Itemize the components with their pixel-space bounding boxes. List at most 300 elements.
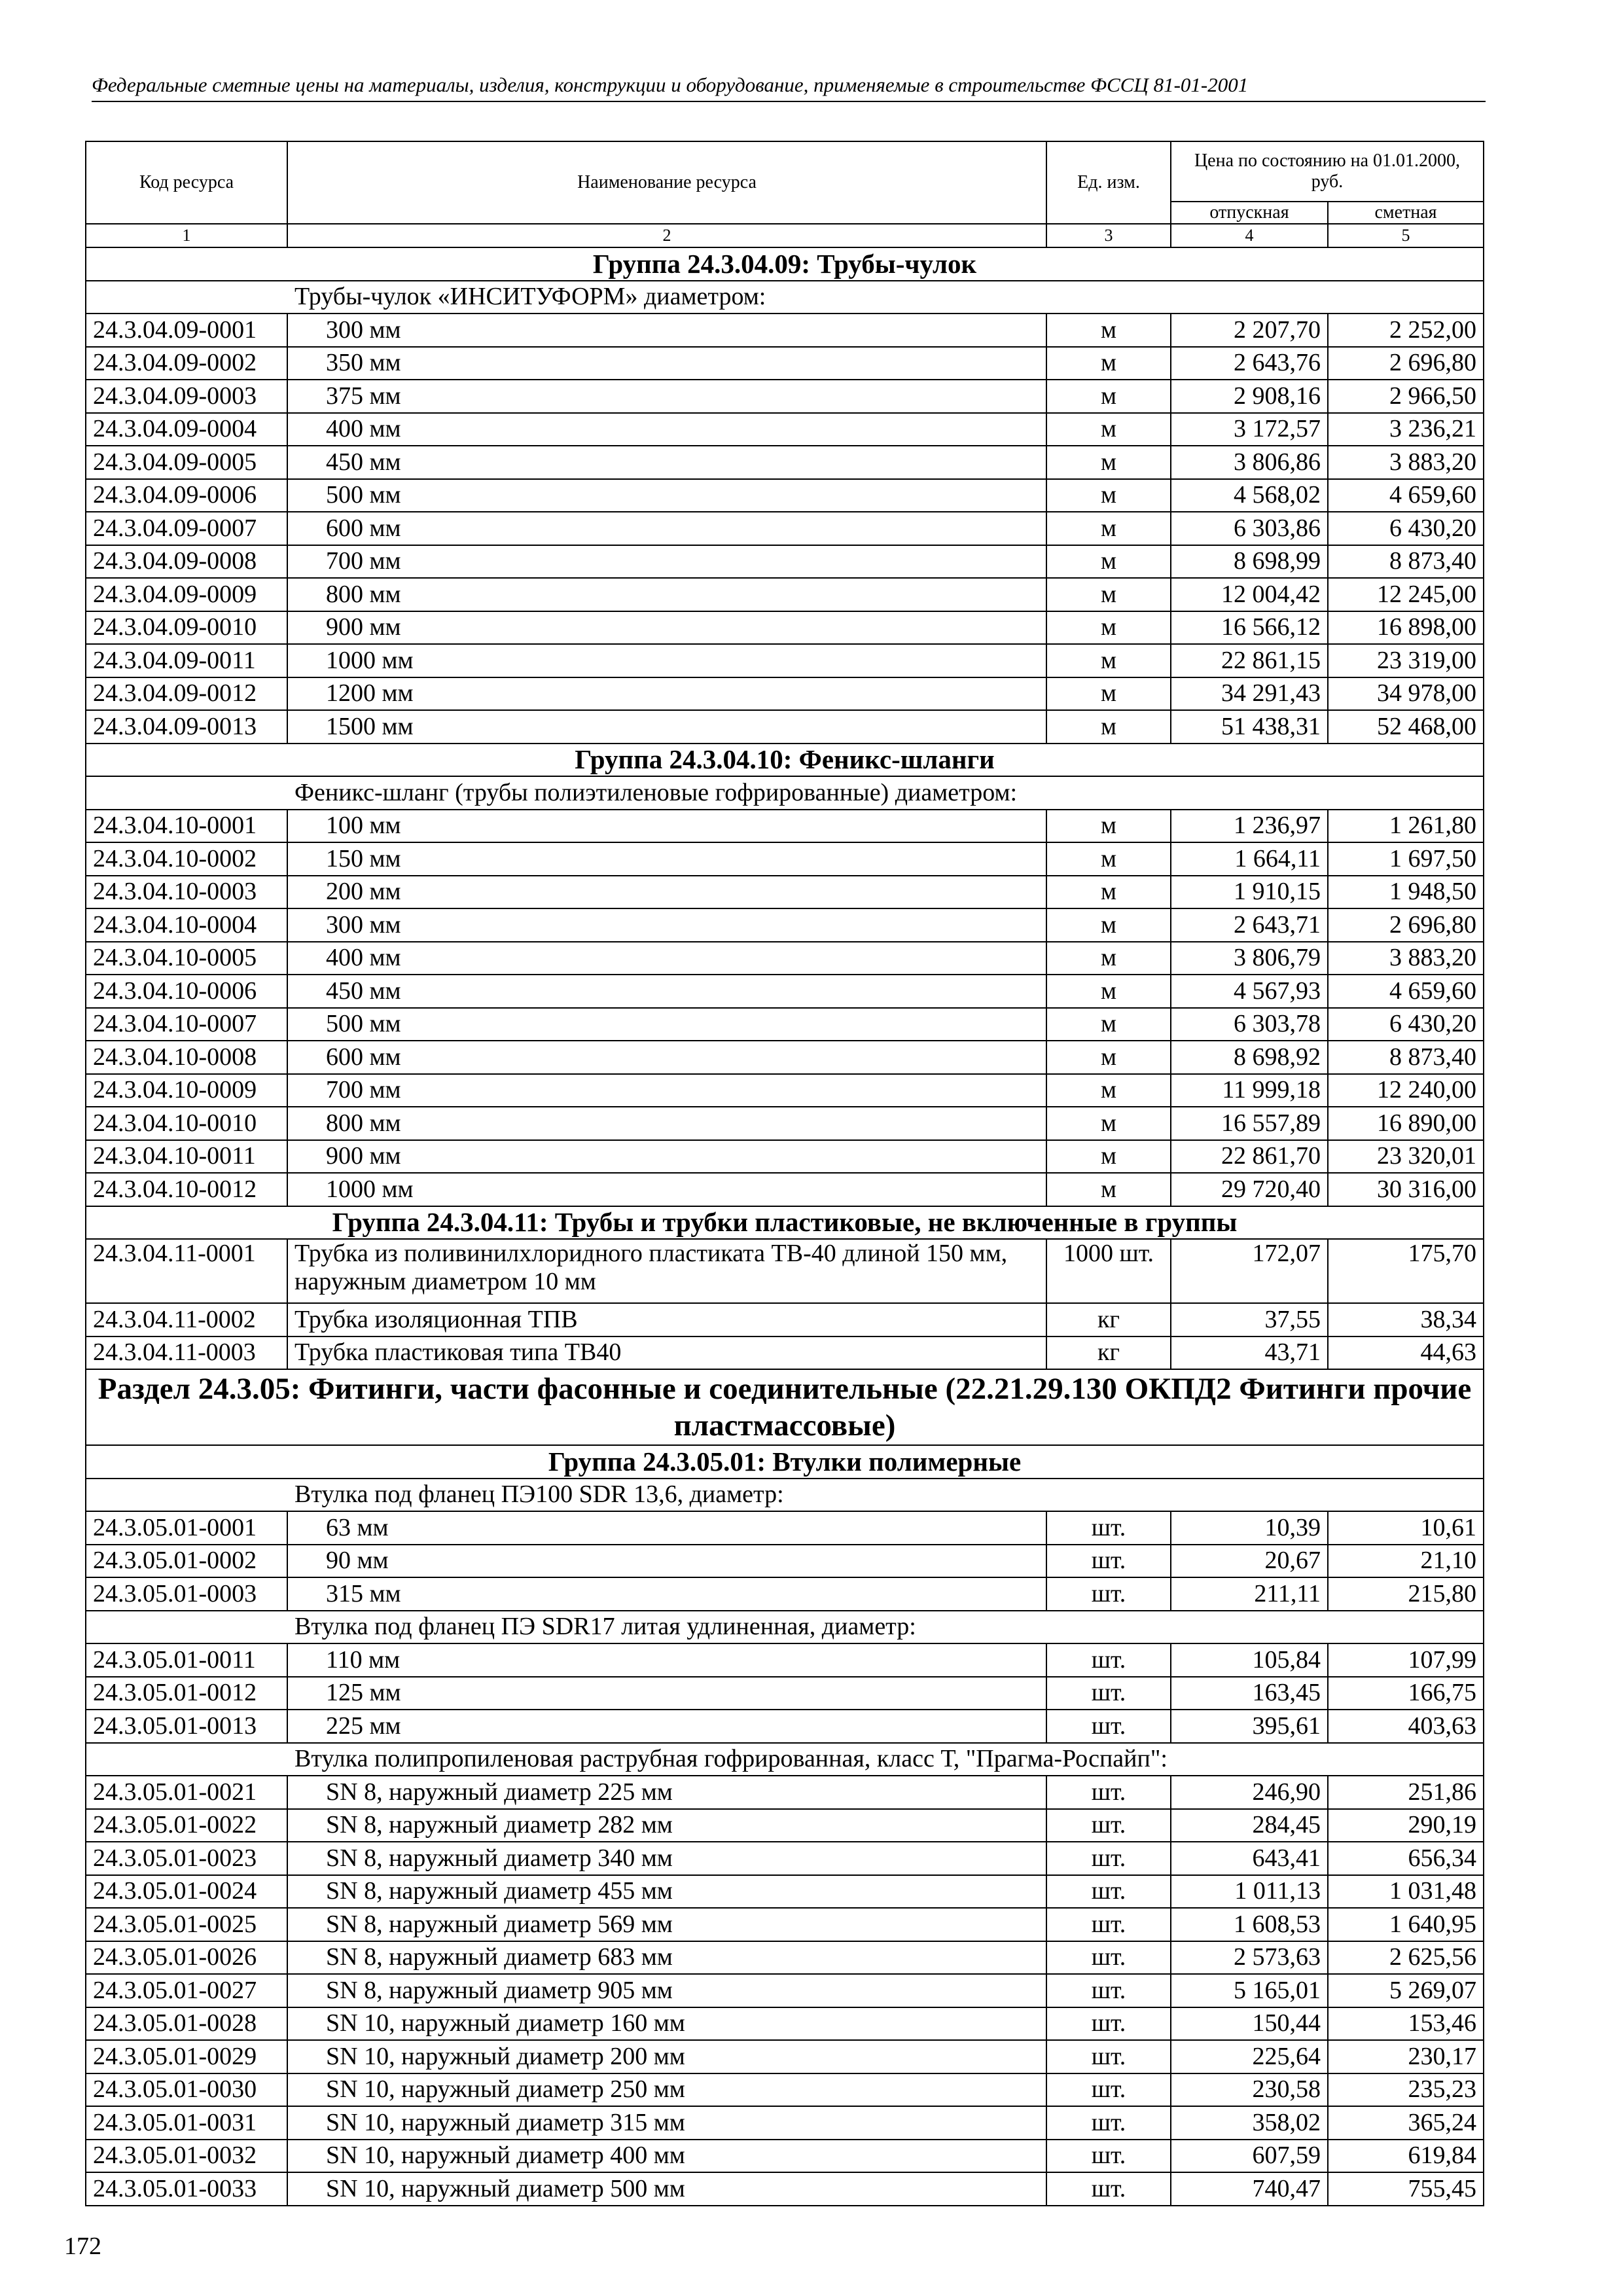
resource-name: 1200 мм	[287, 677, 1046, 711]
estimate-price: 403,63	[1328, 1710, 1484, 1743]
resource-code: 24.3.04.09-0007	[86, 512, 287, 545]
resource-name: 600 мм	[287, 1041, 1046, 1074]
estimate-price: 2 696,80	[1328, 347, 1484, 380]
estimate-price: 16 890,00	[1328, 1107, 1484, 1140]
resource-code: 24.3.04.10-0009	[86, 1074, 287, 1107]
unit-of-measure: шт.	[1046, 2073, 1171, 2107]
table-row	[86, 1511, 1484, 1545]
estimate-price: 8 873,40	[1328, 1041, 1484, 1074]
resource-name: 900 мм	[287, 1140, 1046, 1174]
table-row	[86, 810, 1484, 843]
unit-of-measure: шт.	[1046, 1908, 1171, 1941]
page-number: 172	[64, 2233, 101, 2260]
table-row	[86, 2073, 1484, 2107]
unit-of-measure: м	[1046, 347, 1171, 380]
release-price: 3 172,57	[1171, 413, 1328, 446]
unit-of-measure: м	[1046, 710, 1171, 744]
unit-of-measure: кг	[1046, 1303, 1171, 1336]
release-price: 22 861,70	[1171, 1140, 1328, 1174]
unit-of-measure: м	[1046, 1140, 1171, 1174]
resource-name: Трубка изоляционная ТПВ	[287, 1303, 1046, 1336]
price-table	[85, 141, 1484, 2206]
estimate-price: 1 948,50	[1328, 876, 1484, 909]
release-price: 8 698,99	[1171, 545, 1328, 579]
unit-of-measure: шт.	[1046, 1545, 1171, 1578]
resource-code: 24.3.05.01-0021	[86, 1776, 287, 1809]
release-price: 37,55	[1171, 1303, 1328, 1336]
table-row	[86, 1577, 1484, 1611]
resource-code: 24.3.04.10-0002	[86, 842, 287, 876]
estimate-price: 290,19	[1328, 1809, 1484, 1842]
table-row	[86, 2172, 1484, 2206]
estimate-price: 251,86	[1328, 1776, 1484, 1809]
subheader-text: Втулка под фланец ПЭ100 SDR 13,6, диаметр:	[86, 1479, 1484, 1512]
unit-of-measure: шт.	[1046, 2040, 1171, 2073]
resource-name: SN 10, наружный диаметр 315 мм	[287, 2106, 1046, 2140]
col-code-header: Код ресурса	[86, 141, 287, 224]
table-row	[86, 347, 1484, 380]
table-row	[86, 842, 1484, 876]
unit-of-measure: м	[1046, 908, 1171, 942]
table-row	[86, 1336, 1484, 1370]
unit-of-measure: м	[1046, 314, 1171, 347]
table-row	[86, 380, 1484, 413]
running-header: Федеральные сметные цены на материалы, изделия, конструкции и оборудование, применяемые в строительстве ФССЦ 81-01-2001	[92, 73, 1486, 102]
release-price: 20,67	[1171, 1545, 1328, 1578]
table-row	[86, 413, 1484, 446]
unit-of-measure: м	[1046, 876, 1171, 909]
resource-name: 1500 мм	[287, 710, 1046, 744]
resource-code: 24.3.05.01-0027	[86, 1974, 287, 2007]
table-row	[86, 1908, 1484, 1941]
group-heading: Группа 24.3.04.09: Трубы-чулок	[86, 247, 1484, 281]
unit-of-measure: м	[1046, 810, 1171, 843]
table-row	[86, 1303, 1484, 1336]
release-price: 358,02	[1171, 2106, 1328, 2140]
resource-name: 300 мм	[287, 314, 1046, 347]
table-row	[86, 1643, 1484, 1677]
resource-name: SN 10, наружный диаметр 250 мм	[287, 2073, 1046, 2107]
estimate-price: 215,80	[1328, 1577, 1484, 1611]
resource-code: 24.3.05.01-0030	[86, 2073, 287, 2107]
resource-code: 24.3.04.11-0003	[86, 1336, 287, 1370]
unit-of-measure: шт.	[1046, 1974, 1171, 2007]
estimate-price: 2 966,50	[1328, 380, 1484, 413]
release-price: 740,47	[1171, 2172, 1328, 2206]
unit-of-measure: м	[1046, 1008, 1171, 1041]
unit-of-measure: шт.	[1046, 1809, 1171, 1842]
unit-of-measure: м	[1046, 578, 1171, 611]
resource-code: 24.3.04.10-0011	[86, 1140, 287, 1174]
resource-name: 110 мм	[287, 1643, 1046, 1677]
unit-of-measure: м	[1046, 677, 1171, 711]
unit-of-measure: м	[1046, 545, 1171, 579]
unit-of-measure: кг	[1046, 1336, 1171, 1370]
resource-name: Трубка из поливинилхлоридного пластиката ТВ-40 длиной 150 мм, наружным диаметром 10 мм	[287, 1239, 1046, 1303]
table-row	[86, 2140, 1484, 2173]
release-price: 6 303,86	[1171, 512, 1328, 545]
resource-code: 24.3.04.09-0010	[86, 611, 287, 645]
unit-of-measure: м	[1046, 1107, 1171, 1140]
resource-code: 24.3.05.01-0003	[86, 1577, 287, 1611]
table-row	[86, 1842, 1484, 1875]
resource-code: 24.3.05.01-0031	[86, 2106, 287, 2140]
release-price: 2 643,71	[1171, 908, 1328, 942]
resource-name: 700 мм	[287, 1074, 1046, 1107]
table-row	[86, 446, 1484, 479]
release-price: 4 567,93	[1171, 975, 1328, 1008]
resource-name: SN 10, наружный диаметр 200 мм	[287, 2040, 1046, 2073]
release-price: 1 910,15	[1171, 876, 1328, 909]
release-price: 12 004,42	[1171, 578, 1328, 611]
resource-code: 24.3.04.10-0001	[86, 810, 287, 843]
col-number: 3	[1046, 224, 1171, 247]
resource-code: 24.3.05.01-0025	[86, 1908, 287, 1941]
estimate-price: 153,46	[1328, 2007, 1484, 2041]
estimate-price: 619,84	[1328, 2140, 1484, 2173]
resource-name: 100 мм	[287, 810, 1046, 843]
resource-name: 375 мм	[287, 380, 1046, 413]
col-number: 4	[1171, 224, 1328, 247]
estimate-price: 1 640,95	[1328, 1908, 1484, 1941]
unit-of-measure: м	[1046, 413, 1171, 446]
release-price: 6 303,78	[1171, 1008, 1328, 1041]
subheader-text: Втулка под фланец ПЭ SDR17 литая удлиненная, диаметр:	[86, 1611, 1484, 1644]
unit-of-measure: шт.	[1046, 2007, 1171, 2041]
resource-code: 24.3.05.01-0026	[86, 1941, 287, 1975]
estimate-price: 166,75	[1328, 1677, 1484, 1710]
table-row	[86, 1974, 1484, 2007]
table-row	[86, 1710, 1484, 1743]
table-row	[86, 2040, 1484, 2073]
estimate-price: 2 696,80	[1328, 908, 1484, 942]
table-row	[86, 611, 1484, 645]
resource-code: 24.3.04.09-0003	[86, 380, 287, 413]
release-price: 51 438,31	[1171, 710, 1328, 744]
resource-name: SN 8, наружный диаметр 225 мм	[287, 1776, 1046, 1809]
estimate-price: 44,63	[1328, 1336, 1484, 1370]
resource-name: 500 мм	[287, 1008, 1046, 1041]
resource-name: 225 мм	[287, 1710, 1046, 1743]
table-row	[86, 1776, 1484, 1809]
unit-of-measure: шт.	[1046, 1776, 1171, 1809]
resource-name: SN 8, наружный диаметр 455 мм	[287, 1875, 1046, 1909]
subheader-row	[86, 776, 1484, 810]
resource-code: 24.3.04.11-0001	[86, 1239, 287, 1303]
resource-name: 400 мм	[287, 942, 1046, 975]
release-price: 1 011,13	[1171, 1875, 1328, 1909]
release-price: 1 236,97	[1171, 810, 1328, 843]
resource-name: 63 мм	[287, 1511, 1046, 1545]
subheader-row	[86, 281, 1484, 314]
resource-code: 24.3.05.01-0011	[86, 1643, 287, 1677]
group-heading-row	[86, 1445, 1484, 1479]
estimate-price: 2 625,56	[1328, 1941, 1484, 1975]
unit-of-measure: шт.	[1046, 1842, 1171, 1875]
table-row	[86, 710, 1484, 744]
resource-code: 24.3.05.01-0013	[86, 1710, 287, 1743]
resource-name: 800 мм	[287, 1107, 1046, 1140]
group-heading-row	[86, 1206, 1484, 1240]
resource-name: 350 мм	[287, 347, 1046, 380]
resource-name: 700 мм	[287, 545, 1046, 579]
resource-name: 125 мм	[287, 1677, 1046, 1710]
resource-code: 24.3.04.10-0003	[86, 876, 287, 909]
table-row	[86, 578, 1484, 611]
estimate-price: 6 430,20	[1328, 1008, 1484, 1041]
resource-code: 24.3.04.09-0006	[86, 479, 287, 512]
resource-name: 900 мм	[287, 611, 1046, 645]
table-row	[86, 545, 1484, 579]
estimate-price: 5 269,07	[1328, 1974, 1484, 2007]
group-heading-row	[86, 247, 1484, 281]
release-price: 246,90	[1171, 1776, 1328, 1809]
resource-code: 24.3.05.01-0002	[86, 1545, 287, 1578]
unit-of-measure: шт.	[1046, 1677, 1171, 1710]
resource-code: 24.3.04.09-0001	[86, 314, 287, 347]
release-price: 395,61	[1171, 1710, 1328, 1743]
resource-name: 800 мм	[287, 578, 1046, 611]
table-row	[86, 908, 1484, 942]
release-price: 105,84	[1171, 1643, 1328, 1677]
estimate-price: 3 236,21	[1328, 413, 1484, 446]
resource-name: SN 10, наружный диаметр 500 мм	[287, 2172, 1046, 2206]
resource-code: 24.3.04.09-0005	[86, 446, 287, 479]
estimate-price: 34 978,00	[1328, 677, 1484, 711]
unit-of-measure: м	[1046, 644, 1171, 677]
table-row	[86, 1107, 1484, 1140]
estimate-price: 38,34	[1328, 1303, 1484, 1336]
table-row	[86, 677, 1484, 711]
unit-of-measure: шт.	[1046, 1875, 1171, 1909]
resource-code: 24.3.04.09-0012	[86, 677, 287, 711]
subheader-row	[86, 1743, 1484, 1776]
resource-code: 24.3.04.10-0007	[86, 1008, 287, 1041]
resource-code: 24.3.05.01-0033	[86, 2172, 287, 2206]
release-price: 10,39	[1171, 1511, 1328, 1545]
release-price: 43,71	[1171, 1336, 1328, 1370]
resource-name: 90 мм	[287, 1545, 1046, 1578]
col-number: 2	[287, 224, 1046, 247]
unit-of-measure: шт.	[1046, 2140, 1171, 2173]
resource-code: 24.3.04.10-0010	[86, 1107, 287, 1140]
table-row	[86, 1140, 1484, 1174]
resource-code: 24.3.04.09-0009	[86, 578, 287, 611]
unit-of-measure: м	[1046, 380, 1171, 413]
table-row	[86, 512, 1484, 545]
col-number: 1	[86, 224, 287, 247]
estimate-price: 3 883,20	[1328, 446, 1484, 479]
resource-name: 200 мм	[287, 876, 1046, 909]
table-row	[86, 2106, 1484, 2140]
estimate-price: 3 883,20	[1328, 942, 1484, 975]
resource-code: 24.3.05.01-0028	[86, 2007, 287, 2041]
resource-name: 500 мм	[287, 479, 1046, 512]
release-price: 16 557,89	[1171, 1107, 1328, 1140]
estimate-price: 656,34	[1328, 1842, 1484, 1875]
table-header	[86, 141, 1484, 247]
estimate-price: 21,10	[1328, 1545, 1484, 1578]
col-name-header: Наименование ресурса	[287, 141, 1046, 224]
resource-code: 24.3.04.09-0008	[86, 545, 287, 579]
table-row	[86, 1545, 1484, 1578]
unit-of-measure: м	[1046, 1074, 1171, 1107]
col-number: 5	[1328, 224, 1484, 247]
group-heading: Группа 24.3.04.11: Трубы и трубки пластиковые, не включенные в группы	[86, 1206, 1484, 1240]
table-row	[86, 1074, 1484, 1107]
release-price: 163,45	[1171, 1677, 1328, 1710]
unit-of-measure: шт.	[1046, 1511, 1171, 1545]
table-row	[86, 1008, 1484, 1041]
estimate-price: 175,70	[1328, 1239, 1484, 1303]
release-price: 225,64	[1171, 2040, 1328, 2073]
table-row	[86, 1875, 1484, 1909]
group-heading: Группа 24.3.05.01: Втулки полимерные	[86, 1445, 1484, 1479]
table-body	[86, 247, 1484, 2206]
resource-name: 300 мм	[287, 908, 1046, 942]
resource-name: 450 мм	[287, 975, 1046, 1008]
estimate-price: 1 031,48	[1328, 1875, 1484, 1909]
release-price: 3 806,86	[1171, 446, 1328, 479]
section-heading-row	[86, 1369, 1484, 1445]
unit-of-measure: 1000 шт.	[1046, 1239, 1171, 1303]
resource-code: 24.3.05.01-0029	[86, 2040, 287, 2073]
release-price: 1 608,53	[1171, 1908, 1328, 1941]
resource-name: SN 8, наружный диаметр 683 мм	[287, 1941, 1046, 1975]
estimate-price: 12 240,00	[1328, 1074, 1484, 1107]
release-price: 643,41	[1171, 1842, 1328, 1875]
estimate-price: 16 898,00	[1328, 611, 1484, 645]
unit-of-measure: м	[1046, 611, 1171, 645]
estimate-price: 12 245,00	[1328, 578, 1484, 611]
resource-name: 400 мм	[287, 413, 1046, 446]
release-price: 150,44	[1171, 2007, 1328, 2041]
table-row	[86, 1239, 1484, 1303]
resource-code: 24.3.05.01-0012	[86, 1677, 287, 1710]
unit-of-measure: шт.	[1046, 2172, 1171, 2206]
unit-of-measure: м	[1046, 1173, 1171, 1206]
resource-name: SN 10, наружный диаметр 400 мм	[287, 2140, 1046, 2173]
estimate-price: 23 319,00	[1328, 644, 1484, 677]
resource-name: SN 8, наружный диаметр 569 мм	[287, 1908, 1046, 1941]
group-heading: Группа 24.3.04.10: Феникс-шланги	[86, 744, 1484, 777]
table-row	[86, 314, 1484, 347]
unit-of-measure: м	[1046, 842, 1171, 876]
estimate-price: 4 659,60	[1328, 479, 1484, 512]
release-price: 34 291,43	[1171, 677, 1328, 711]
unit-of-measure: м	[1046, 975, 1171, 1008]
estimate-price: 10,61	[1328, 1511, 1484, 1545]
resource-code: 24.3.04.09-0011	[86, 644, 287, 677]
subheader-row	[86, 1479, 1484, 1512]
resource-code: 24.3.04.10-0006	[86, 975, 287, 1008]
unit-of-measure: шт.	[1046, 1710, 1171, 1743]
release-price: 29 720,40	[1171, 1173, 1328, 1206]
resource-code: 24.3.04.10-0004	[86, 908, 287, 942]
subheader-text: Феникс-шланг (трубы полиэтиленовые гофрированные) диаметром:	[86, 776, 1484, 810]
release-price: 1 664,11	[1171, 842, 1328, 876]
resource-code: 24.3.04.09-0013	[86, 710, 287, 744]
estimate-price: 1 261,80	[1328, 810, 1484, 843]
table-row	[86, 1809, 1484, 1842]
resource-name: SN 8, наружный диаметр 905 мм	[287, 1974, 1046, 2007]
resource-code: 24.3.04.10-0008	[86, 1041, 287, 1074]
resource-name: 600 мм	[287, 512, 1046, 545]
estimate-price: 8 873,40	[1328, 545, 1484, 579]
estimate-price: 1 697,50	[1328, 842, 1484, 876]
estimate-price: 365,24	[1328, 2106, 1484, 2140]
release-price: 230,58	[1171, 2073, 1328, 2107]
resource-code: 24.3.05.01-0024	[86, 1875, 287, 1909]
unit-of-measure: шт.	[1046, 1643, 1171, 1677]
unit-of-measure: м	[1046, 1041, 1171, 1074]
resource-name: 315 мм	[287, 1577, 1046, 1611]
resource-name: 1000 мм	[287, 1173, 1046, 1206]
resource-name: SN 8, наружный диаметр 340 мм	[287, 1842, 1046, 1875]
estimate-price: 755,45	[1328, 2172, 1484, 2206]
col-release-header: отпускная	[1171, 202, 1328, 224]
unit-of-measure: м	[1046, 512, 1171, 545]
table-row	[86, 644, 1484, 677]
unit-of-measure: м	[1046, 479, 1171, 512]
col-price-header: Цена по состоянию на 01.01.2000, руб.	[1171, 141, 1484, 202]
release-price: 11 999,18	[1171, 1074, 1328, 1107]
resource-name: 1000 мм	[287, 644, 1046, 677]
unit-of-measure: шт.	[1046, 1577, 1171, 1611]
unit-of-measure: шт.	[1046, 2106, 1171, 2140]
table-row	[86, 975, 1484, 1008]
estimate-price: 230,17	[1328, 2040, 1484, 2073]
release-price: 2 573,63	[1171, 1941, 1328, 1975]
subheader-text: Втулка полипропиленовая раструбная гофрированная, класс Т, "Прагма-Роспайп":	[86, 1743, 1484, 1776]
resource-code: 24.3.04.11-0002	[86, 1303, 287, 1336]
resource-name: 150 мм	[287, 842, 1046, 876]
section-heading: Раздел 24.3.05: Фитинги, части фасонные и соединительные (22.21.29.130 ОКПД2 Фитинги прочие пластмассовые)	[86, 1369, 1484, 1445]
release-price: 22 861,15	[1171, 644, 1328, 677]
table-row	[86, 1041, 1484, 1074]
release-price: 16 566,12	[1171, 611, 1328, 645]
subheader-text: Трубы-чулок «ИНСИТУФОРМ» диаметром:	[86, 281, 1484, 314]
estimate-price: 30 316,00	[1328, 1173, 1484, 1206]
group-heading-row	[86, 744, 1484, 777]
col-estimate-header: сметная	[1328, 202, 1484, 224]
resource-code: 24.3.04.09-0004	[86, 413, 287, 446]
release-price: 284,45	[1171, 1809, 1328, 1842]
estimate-price: 52 468,00	[1328, 710, 1484, 744]
estimate-price: 6 430,20	[1328, 512, 1484, 545]
resource-name: SN 8, наружный диаметр 282 мм	[287, 1809, 1046, 1842]
estimate-price: 23 320,01	[1328, 1140, 1484, 1174]
release-price: 5 165,01	[1171, 1974, 1328, 2007]
resource-name: Трубка пластиковая типа ТВ40	[287, 1336, 1046, 1370]
release-price: 4 568,02	[1171, 479, 1328, 512]
resource-code: 24.3.05.01-0032	[86, 2140, 287, 2173]
release-price: 211,11	[1171, 1577, 1328, 1611]
resource-code: 24.3.04.10-0005	[86, 942, 287, 975]
resource-code: 24.3.04.09-0002	[86, 347, 287, 380]
release-price: 172,07	[1171, 1239, 1328, 1303]
unit-of-measure: м	[1046, 942, 1171, 975]
release-price: 2 643,76	[1171, 347, 1328, 380]
resource-code: 24.3.05.01-0001	[86, 1511, 287, 1545]
table-row	[86, 876, 1484, 909]
table-row	[86, 1173, 1484, 1206]
table-row	[86, 942, 1484, 975]
resource-name: 450 мм	[287, 446, 1046, 479]
col-unit-header: Ед. изм.	[1046, 141, 1171, 224]
release-price: 3 806,79	[1171, 942, 1328, 975]
table-row	[86, 479, 1484, 512]
